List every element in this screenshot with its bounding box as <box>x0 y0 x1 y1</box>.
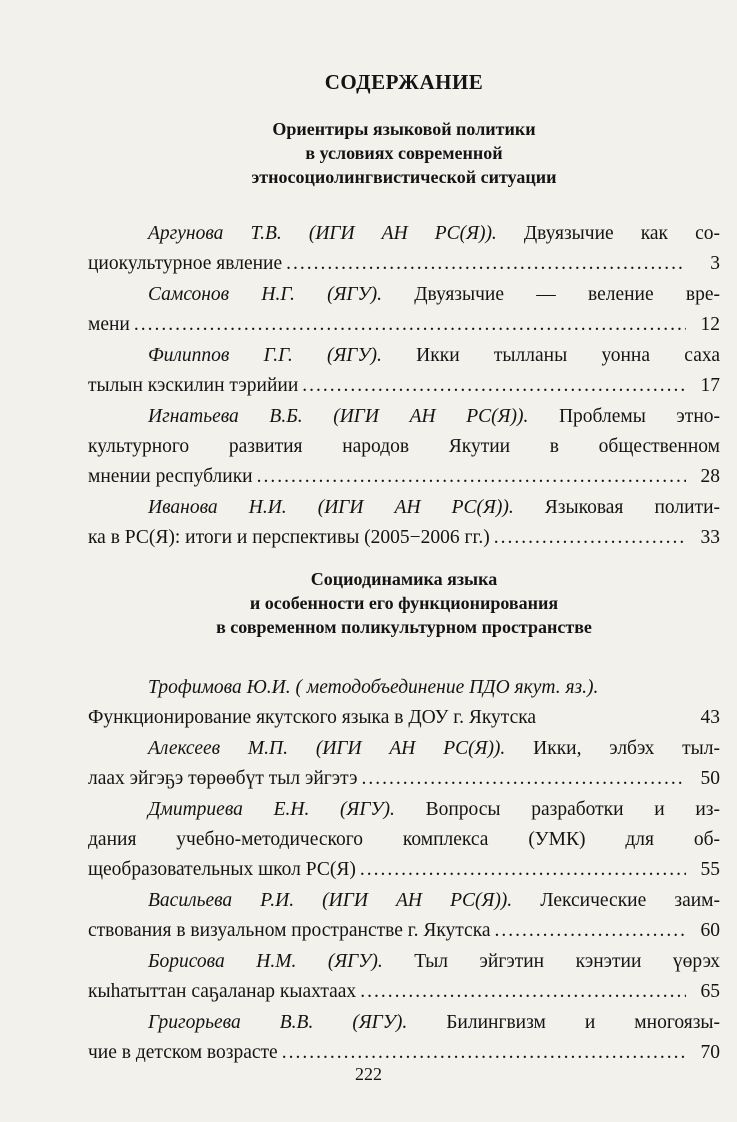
page-ref: 17 <box>700 375 720 396</box>
toc-entry: Трофимова Ю.И. ( методобъединение ПДО якут. яз.). Функционирование якутского языка в ДОУ г. Якутска 43 <box>88 673 720 733</box>
leader-dots <box>257 462 686 492</box>
leader-dots <box>302 371 686 401</box>
leader-dots <box>286 249 686 279</box>
leader-dots <box>360 855 686 885</box>
page-ref: 3 <box>710 253 720 274</box>
page-number: 222 <box>355 1064 382 1084</box>
toc-entry: Аргунова Т.В. (ИГИ АН РС(Я)). Двуязычие как со- циокультурное явление ..... 3 <box>88 219 720 279</box>
toc-entry: Борисова Н.М. (ЯГУ). Тыл эйгэтин кэнэтии үөрэх кыһатыттан саҕаланар кыахтаах ..... 65 <box>88 947 720 1007</box>
page-title: СОДЕРЖАНИЕ <box>324 70 484 94</box>
page-ref: 50 <box>700 768 720 789</box>
page-ref: 12 <box>700 314 720 335</box>
toc-entry: Дмитриева Е.Н. (ЯГУ). Вопросы разработки и из- дания учебно-методического комплекса (УМК) для об- щеобразовательных школ РС(Я) ..... 55 <box>88 795 720 885</box>
toc-entry: Васильева Р.И. (ИГИ АН РС(Я)). Лексические заим- ствования в визуальном пространстве г. Якутска ..... 60 <box>88 886 720 946</box>
toc-entry: Игнатьева В.Б. (ИГИ АН РС(Я)). Проблемы этно- культурного развития народов Якутии в общественном мнении республики ..... 28 <box>88 402 720 492</box>
leader-dots <box>494 523 686 553</box>
section-heading-1: Ориентиры языковой политики в условиях современной этносоциолингвистической ситуации <box>251 119 557 187</box>
toc-entry: Филиппов Г.Г. (ЯГУ). Икки тылланы уонна саха тылын кэскилин тэрийии ..... 17 <box>88 341 720 401</box>
leader-dots <box>495 916 686 946</box>
page-ref: 65 <box>700 981 720 1002</box>
leader-dots <box>362 764 687 794</box>
toc-entry: Григорьева В.В. (ЯГУ). Билингвизм и многоязы- чие в детском возрасте ..... 70 <box>88 1008 720 1068</box>
page-ref: 55 <box>700 859 720 880</box>
leader-dots <box>360 977 686 1007</box>
toc-entry: Алексеев М.П. (ИГИ АН РС(Я)). Икки, элбэх тыл- лаах эйгэҕэ төрөөбүт тыл эйгэтэ ..... 50 <box>88 734 720 794</box>
section-heading-2: Социодинамика языка и особенности его функционирования в современном поликультурном пространстве <box>216 569 592 637</box>
toc-entry: Иванова Н.И. (ИГИ АН РС(Я)). Языковая полити- ка в РС(Я): итоги и перспективы (2005−2006 гг.) ..... 33 <box>88 493 720 553</box>
page-ref: 70 <box>700 1042 720 1063</box>
page-ref: 33 <box>700 527 720 548</box>
toc-entry: Самсонов Н.Г. (ЯГУ). Двуязычие — веление вре- мени ..... 12 <box>88 280 720 340</box>
contents-page <box>88 70 720 1069</box>
page-ref: 43 <box>700 707 720 728</box>
leader-dots <box>134 310 686 340</box>
page-ref: 28 <box>700 466 720 487</box>
page-ref: 60 <box>700 920 720 941</box>
